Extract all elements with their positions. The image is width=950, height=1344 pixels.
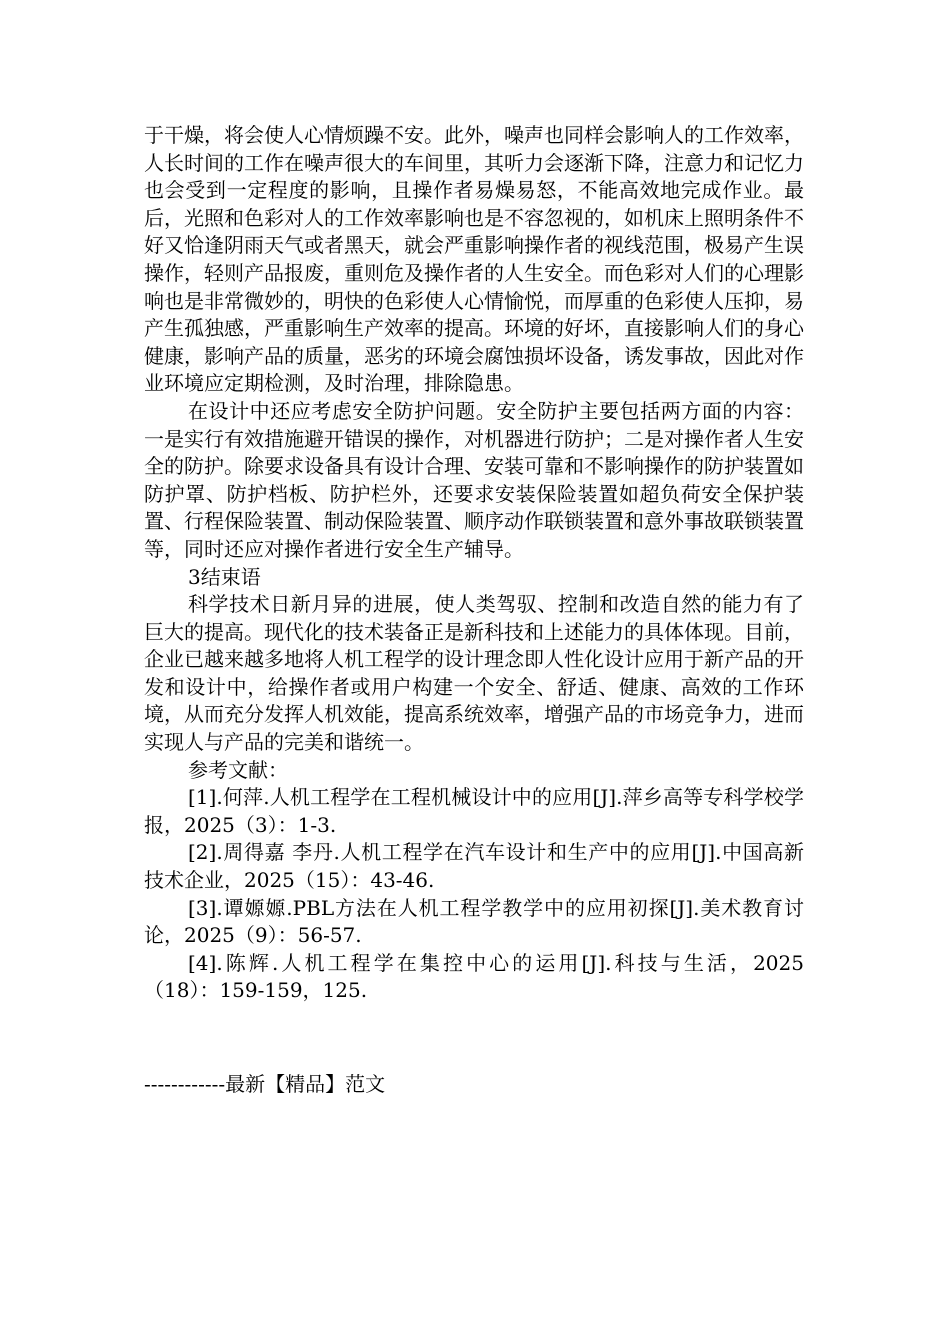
section-heading-conclusion: 3结束语: [188, 564, 261, 589]
paragraph-safety-protection: 在设计中还应考虑安全防护问题。安全防护主要包括两方面的内容：一是实行有效措施避开错误的操作，对机器进行防护；二是对操作者人生安全的防护。除要求设备具有设计合理、安装可靠和不影响操作的防护装置如防护罩、防护档板、防护栏外，还要求安装保险装置如超负荷安全保护装置、行程保险装置、制动保险装置、顺序动作联锁装置和意外事故联锁装置等，同时还应对操作者进行安全生产辅导。: [144, 398, 804, 561]
document-body: [144, 122, 804, 1005]
paragraph-work-environment: 于干燥，将会使人心情烦躁不安。此外，噪声也同样会影响人的工作效率，人长时间的工作在噪声很大的车间里，其听力会逐渐下降，注意力和记忆力也会受到一定程度的影响，且操作者易燥易怒，不能高效地完成作业。最后，光照和色彩对人的工作效率影响也是不容忽视的，如机床上照明条件不好又恰逢阴雨天气或者黑天，就会严重影响操作者的视线范围，极易产生误操作，轻则产品报废，重则危及操作者的人生安全。而色彩对人们的心理影响也是非常微妙的，明快的色彩使人心情愉悦，而厚重的色彩使人压抑，易产生孤独感，严重影响生产效率的提高。环境的好坏，直接影响人们的身心健康，影响产品的质量，恶劣的环境会腐蚀损坏设备，诱发事故，因此对作业环境应定期检测，及时治理，排除隐患。: [144, 123, 804, 396]
reference-item-1: [1].何萍.人机工程学在工程机械设计中的应用[J].萍乡高等专科学校学报，2025（3）：1-3.: [144, 785, 804, 837]
references-heading: 参考文献：: [188, 757, 288, 782]
reference-item-4: [4].陈辉.人机工程学在集控中心的运用[J].科技与生活，2025（18）：159-159，125.: [144, 950, 804, 1003]
reference-item-2: [2].周得嘉 李丹.人机工程学在汽车设计和生产中的应用[J].中国高新技术企业，2025（15）：43-46.: [144, 840, 804, 893]
paragraph-conclusion: 科学技术日新月异的进展，使人类驾驭、控制和改造自然的能力有了巨大的提高。现代化的技术装备正是新科技和上述能力的具体体现。目前，企业已越来越多地将人机工程学的设计理念即人性化设计应用于新产品的开发和设计中，给操作者或用户构建一个安全、舒适、健康、高效的工作环境，从而充分发挥人机效能，提高系统效率，增强产品的市场竞争力，进而实现人与产品的完美和谐统一。: [144, 592, 804, 755]
page-footer: ------------最新【精品】范文: [144, 1072, 386, 1096]
reference-item-3: [3].谭嫄嫄.PBL方法在人机工程学教学中的应用初探[J].美术教育讨论，2025（9）：56-57.: [144, 895, 804, 948]
